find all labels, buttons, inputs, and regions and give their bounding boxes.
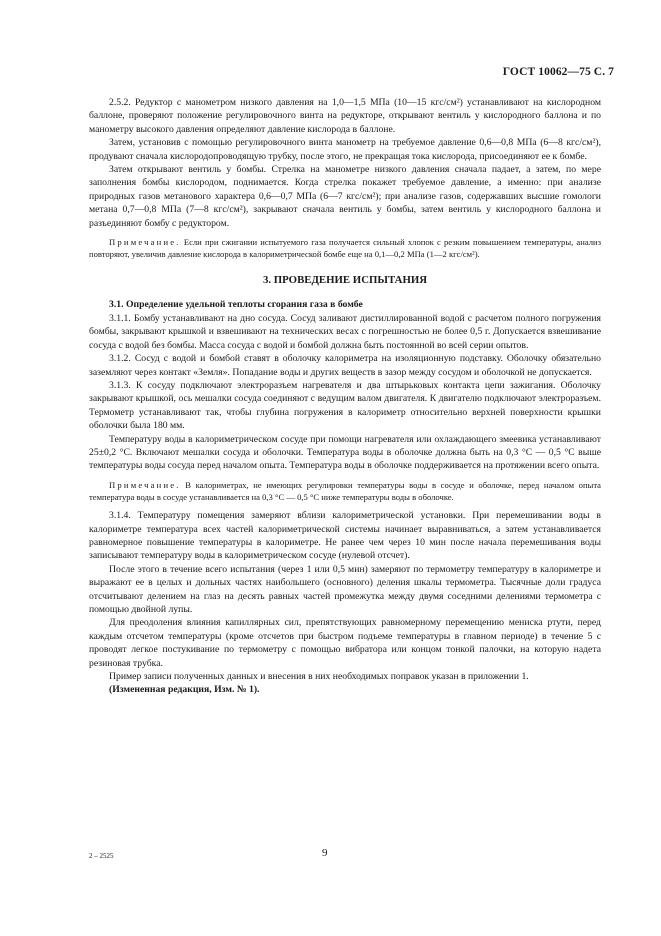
paragraph: Затем, установив с помощью регулировочного винта манометр на требуемое давление 0,6—0,8 МПа (6—8 кгс/см²), продувают сначала кислородопроводящую трубку, после этого, не прекращая тока кислорода, присоединяют ее к бомбе. [89, 137, 601, 162]
note-label: Примечание. [109, 237, 181, 248]
paragraph: Затем открывают вентиль у бомбы. Стрелка на манометре низкого давления сначала падает, а затем, по мере заполнения бомбы кислородом, поднимается. Когда стрелка покажет требуемое давление, а именно: при анализе природных газов метанового характера 0,6—0,7 МПа (6—7 кгс/см²); при анализе газов, содержавших высшие гомологи метана 0,7—0,8 МПа (7—8 кгс/см²), закрывают сначала вентиль у бомбы, затем вентиль у кислородного баллона и разъединяют бомбу с редуктором. [89, 164, 601, 229]
paragraph-3-1-3: 3.1.3. К сосуду подключают электроразъем нагревателя и два штырьковых контакта цепи зажигания. Оболочку закрывают крышкой, ось мешалки сосуда соединяют с ведущим валом двигателя. К двигателю подключают электроразъем. Термометр устанавливают так, чтобы глубина погружения в калориметр относительно верхней поверхности крышки оболочки была 180 мм. [89, 379, 601, 432]
section-heading: 3. ПРОВЕДЕНИЕ ИСПЫТАНИЯ [262, 274, 428, 287]
paragraph: Пример записи полученных данных и внесения в них необходимых поправок указан в приложении 1. [109, 671, 529, 683]
note-label: Примечание. [109, 479, 181, 490]
note [89, 236, 601, 260]
paragraph-3-1-1: 3.1.1. Бомбу устанавливают на дно сосуда. Сосуд заливают дистиллированной водой с расчетом полного погружения бомбы, закрывают крышкой и взвешивают на технических весах с погрешностью не более 0,5 г. Допускается взвешивание сосуда с водой без бомбы. Масса сосуда с водой и бомбой должна быть постоянной во всей серии опытов. [89, 312, 601, 351]
paragraph-2-5-2: 2.5.2. Редуктор с манометром низкого давления на 1,0—1,5 МПа (10—15 кгс/см²) устанавливают на кислородном баллоне, проверяют положение регулировочного винта на редукторе, открывают вентиль у кислородного баллона и по манометру высокого давления определяют давление кислорода в баллоне. [89, 97, 601, 135]
page-number: 9 [322, 847, 328, 859]
paragraph: После этого в течение всего испытания (через 1 или 0,5 мин) замеряют по термометру температуру в калориметре и выражают ее в целых и дольных частях наибольшего (основного) деления шкалы термометра. Тысячные доли градуса отсчитывают делением на глаз на десять равных частей промежутка между двумя соседними делениями термометра с помощью двойной лупы. [89, 563, 601, 615]
paragraph-3-1-2: 3.1.2. Сосуд с водой и бомбой ставят в оболочку калориметра на изоляционную подставку. Оболочку обязательно заземляют через контакт «Земля». Попадание воды и других веществ в зазор между сосудом и оболочкой не допускается. [89, 353, 601, 378]
paragraph-3-1-4: 3.1.4. Температуру помещения замеряют вблизи калориметрической установки. При перемешивании воды в калориметре температура всех частей калориметрической системы начинает выравниваться, а затем устанавливается равномерное повышение температуры в калориметре. Не ранее чем через 10 мин после начала перемешивания воды записывают температуру воды в калориметрическом сосуде (нулевой отсчет). [89, 510, 601, 562]
note [89, 479, 601, 503]
paragraph: Температуру воды в калориметрическом сосуде при помощи нагревателя или охлаждающего змеевика устанавливают 25±0,2 °С. Включают мешалки сосуда и оболочки. Температура воды в оболочке должна быть на 0,3 °С — 0,5 °С выше температуры воды сосуда перед началом опыта. Температура воды в оболочке поддерживается на протяжении всего опыта. [89, 433, 601, 472]
paragraph: Для преодоления влияния капиллярных сил, препятствующих равномерному перемещению мениска ртути, перед каждым отсчетом температуры (кроме отсчетов при быстром подъеме температуры в главном периоде) в течение 5 с проводят легкое постукивание по термометру с помощью вибратора или концом тонкой палочки, на которую надета резиновая трубка. [89, 617, 601, 669]
note-text: В калориметрах, не имеющих регулировки температуры воды в сосуде и оболочке, перед началом опыта температура воды в сосуде устанавливается на 0,3 °С — 0,5 °С ниже температуры воды в оболочке. [89, 479, 601, 502]
document-header: ГОСТ 10062—75 С. 7 [502, 66, 614, 78]
print-code: 2 – 2525 [89, 852, 114, 860]
subsection-heading: 3.1. Определение удельной теплоты сгорания газа в бомбе [109, 299, 363, 311]
document-body [89, 96, 601, 697]
note-text: Если при сжигании испытуемого газа получается сильный хлопок с резким повышением температуры, анализ повторяют, увеличив давление кислорода в калориметрической бомбе еще на 0,1—0,2 МПа (1—2 кгс/см²). [89, 237, 601, 260]
edit-note: (Измененная редакция, Изм. № 1). [109, 684, 260, 696]
